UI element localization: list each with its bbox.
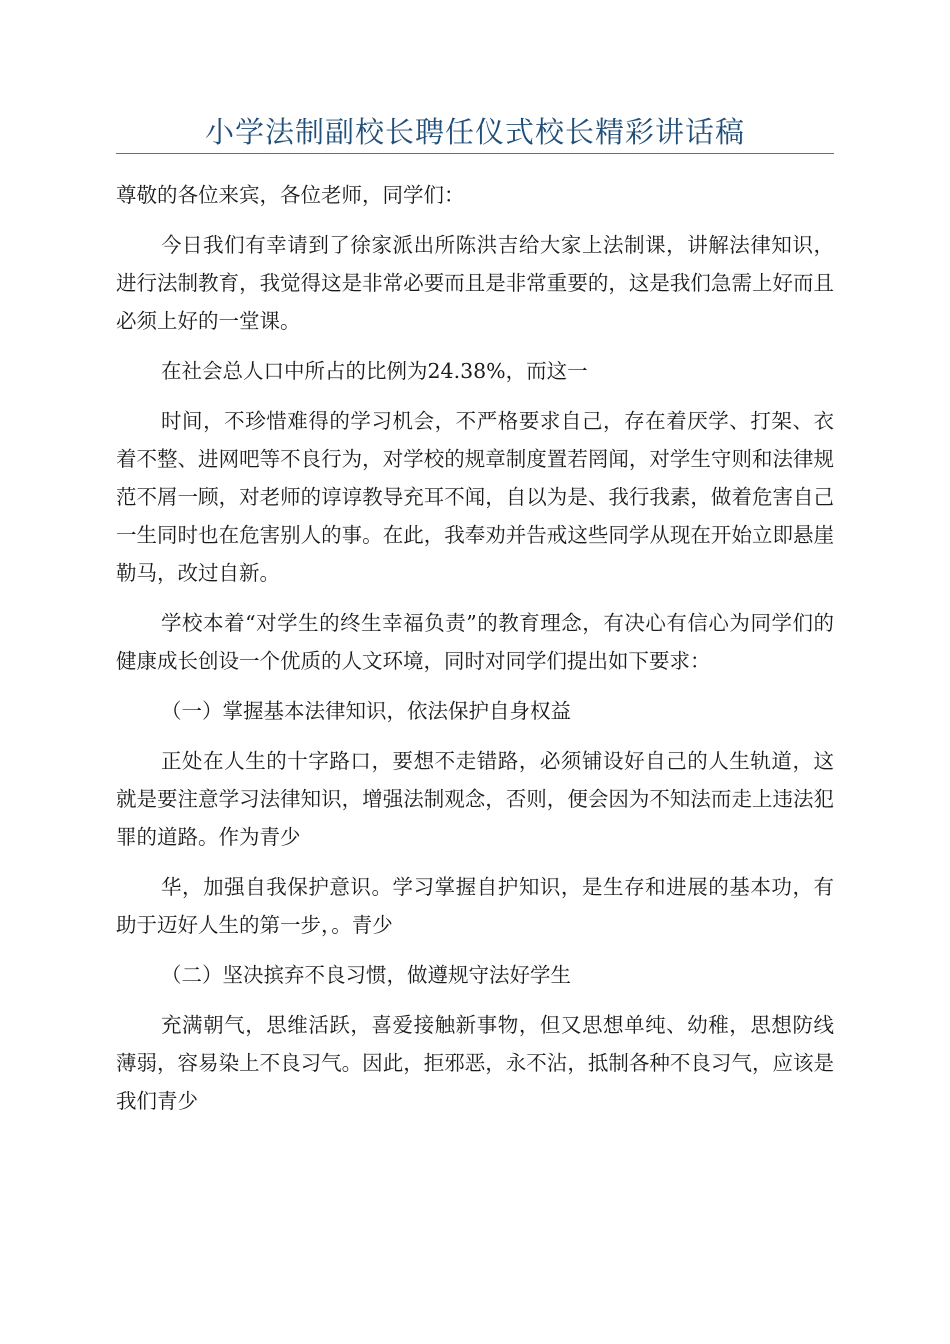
- title-underline: [116, 153, 834, 154]
- body-paragraph: 学校本着“对学生的终生幸福负责”的教育理念，有决心有信心为同学们的健康成长创设一个优质的人文环境，同时对同学们提出如下要求：: [116, 611, 834, 673]
- body-paragraph: 正处在人生的十字路口，要想不走错路，必须铺设好自己的人生轨道，这就是要注意学习法律知识，增强法制观念，否则，便会因为不知法而走上违法犯罪的道路。作为青少: [116, 749, 834, 849]
- page-title: 小学法制副校长聘任仪式校长精彩讲话稿: [204, 115, 745, 149]
- body-paragraph: 今日我们有幸请到了徐家派出所陈洪吉给大家上法制课，讲解法律知识，进行法制教育，我觉得这是非常必要而且是非常重要的，这是我们急需上好而且必须上好的一堂课。: [116, 233, 834, 333]
- body-paragraph: 时间，不珍惜难得的学习机会，不严格要求自己，存在着厌学、打架、衣着不整、进网吧等不良行为，对学校的规章制度置若罔闻，对学生守则和法律规范不屑一顾，对老师的谆谆教导充耳不闻，自以为是、我行我素，做着危害自己一生同时也在危害别人的事。在此，我奉劝并告戒这些同学从现在开始立即悬崖勒马，改过自新。: [116, 409, 834, 585]
- body-paragraph: 在社会总人口中所占的比例为24.38%，而这一: [161, 359, 588, 383]
- section-heading: （二）坚决摈弃不良习惯，做遵规守法好学生: [161, 963, 571, 987]
- salutation-paragraph: 尊敬的各位来宾，各位老师，同学们：: [116, 183, 465, 207]
- body-paragraph: 充满朝气，思维活跃，喜爱接触新事物，但又思想单纯、幼稚，思想防线薄弱，容易染上不良习气。因此，拒邪恶，永不沾，抵制各种不良习气，应该是我们青少: [116, 1013, 834, 1113]
- document-body: [116, 176, 834, 1132]
- section-heading: （一）掌握基本法律知识，依法保护自身权益: [161, 699, 571, 723]
- body-paragraph: 华，加强自我保护意识。学习掌握自护知识，是生存和进展的基本功，有助于迈好人生的第一步，。青少: [116, 875, 834, 937]
